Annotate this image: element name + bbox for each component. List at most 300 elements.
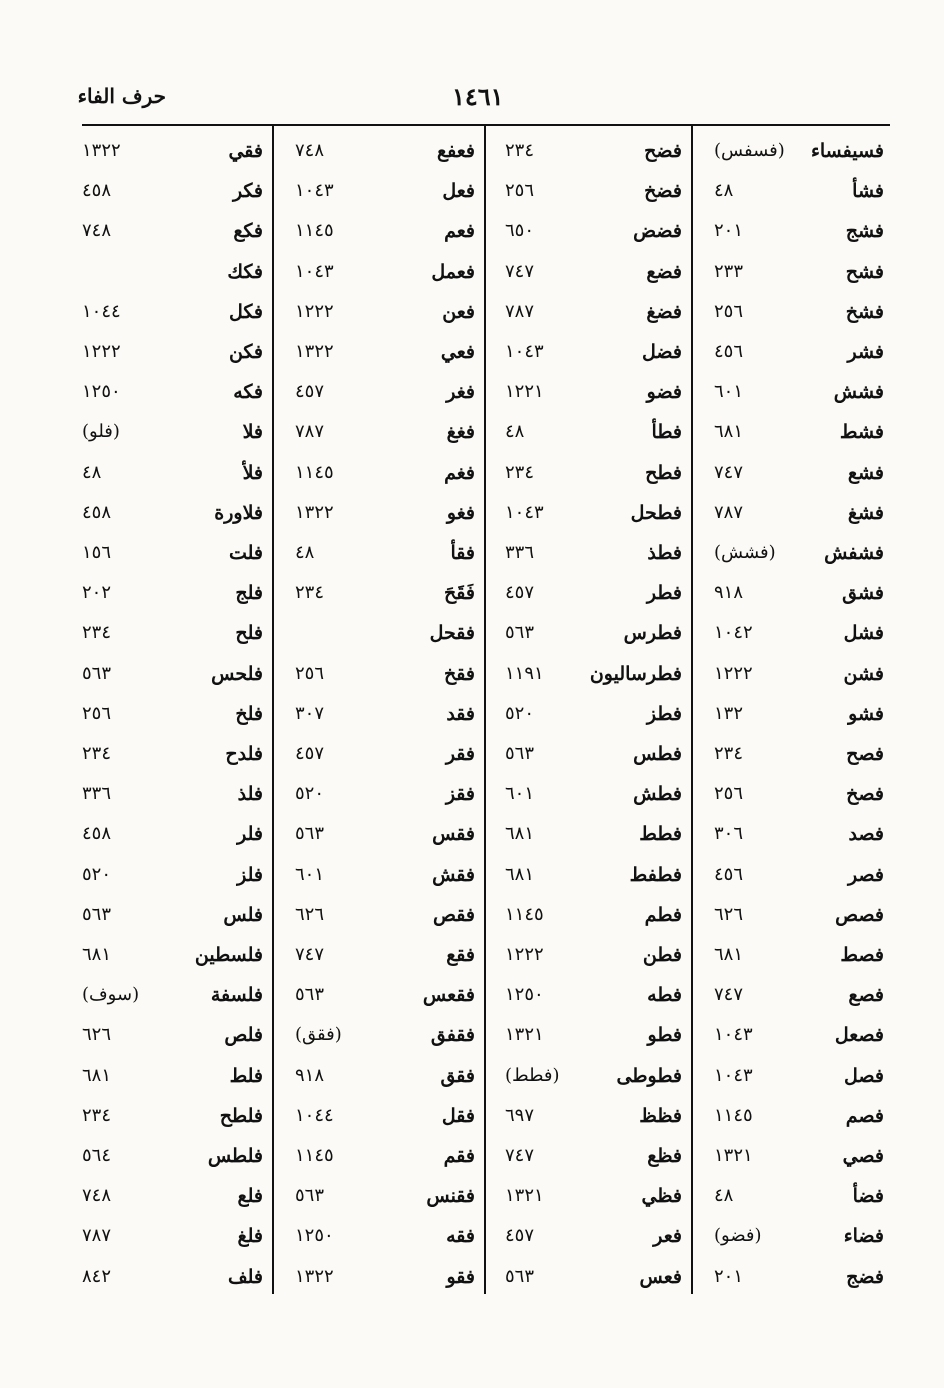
index-entry — [487, 1020, 688, 1060]
index-entry — [275, 337, 481, 377]
index-entry — [275, 819, 481, 859]
entry-word: فغر — [446, 381, 475, 404]
index-entry — [694, 578, 890, 618]
entry-word: فضغ — [646, 300, 682, 323]
entry-word: فطن — [642, 944, 682, 966]
entry-word: فقل — [441, 1104, 475, 1127]
entry-page-ref: ١٠٤٤ — [295, 1104, 334, 1126]
entry-page-ref: ٢٣٤ — [295, 582, 325, 604]
entry-page-ref: ٢٥٦ — [714, 300, 744, 322]
entry-page-ref: ٣٠٧ — [295, 702, 325, 724]
entry-page-ref: (فطط) — [505, 1064, 560, 1086]
entry-word: فصص — [835, 903, 884, 926]
index-entry — [487, 337, 688, 377]
entry-page-ref: ٣٣٦ — [82, 783, 112, 805]
index-entry — [694, 900, 890, 940]
index-entry — [487, 257, 688, 297]
index-entry — [694, 1141, 890, 1181]
entry-word: فطذ — [647, 542, 682, 564]
entry-word: فصم — [845, 1104, 884, 1127]
entry-word: فظظ — [639, 1104, 682, 1127]
entry-word: فطرس — [623, 622, 682, 645]
entry-word: فطفط — [629, 863, 682, 886]
entry-word: فغغ — [446, 421, 475, 444]
entry-word: فعم — [444, 220, 475, 243]
page-number: ١٤٦١ — [452, 82, 504, 111]
entry-word: فطش — [633, 783, 682, 806]
entry-word: فشغ — [847, 501, 884, 524]
entry-page-ref: ٦٨١ — [505, 863, 535, 885]
entry-page-ref: ١٣٢١ — [505, 1185, 544, 1207]
entry-word: فضو — [646, 381, 682, 404]
index-entry — [694, 699, 890, 739]
entry-word: فصر — [847, 863, 884, 886]
entry-word: فلسطين — [194, 944, 263, 966]
entry-word: فظي — [641, 1185, 682, 1208]
index-entry — [78, 458, 269, 498]
entry-page-ref: ٢٣٤ — [82, 743, 112, 764]
entry-page-ref: ٧٨٧ — [295, 421, 325, 443]
entry-page-ref: ٤٨ — [505, 421, 525, 443]
entry-page-ref: ١٣٢٢ — [295, 341, 334, 362]
entry-page-ref: ١٣٢٢ — [295, 1265, 334, 1287]
index-entry — [275, 1020, 481, 1060]
entry-page-ref: ٦٢٦ — [82, 1024, 112, 1046]
index-entry — [275, 618, 481, 658]
entry-page-ref: ٦٨١ — [714, 944, 744, 965]
entry-page-ref: ٥٢٠ — [82, 863, 112, 885]
index-entry — [487, 1101, 688, 1141]
entry-page-ref: ٢٠٢ — [82, 582, 112, 604]
entry-word: فضخ — [644, 180, 682, 203]
index-entry — [487, 578, 688, 618]
index-entry — [275, 1221, 481, 1261]
entry-word: فطح — [645, 461, 682, 484]
entry-word: فلسفة — [210, 984, 263, 1007]
index-entry — [694, 216, 890, 256]
index-column-1 — [694, 136, 890, 1296]
entry-word: فقي — [228, 140, 263, 162]
entry-page-ref: ١٢٢١ — [505, 381, 544, 403]
index-entry — [487, 699, 688, 739]
entry-page-ref: ١٣٢ — [714, 702, 744, 724]
entry-page-ref: ٤٥٧ — [505, 582, 535, 604]
index-entry — [275, 216, 481, 256]
entry-page-ref: ٥٢٠ — [295, 783, 325, 805]
entry-page-ref: ١٢٢٢ — [714, 662, 753, 684]
entry-word: فظع — [647, 1145, 682, 1167]
entry-word: فضل — [642, 341, 682, 363]
index-entry — [487, 1061, 688, 1101]
entry-page-ref: ٥٦٣ — [505, 622, 535, 644]
index-entry — [694, 618, 890, 658]
entry-word: فقه — [446, 1225, 475, 1248]
entry-word: فشش — [833, 381, 884, 404]
index-entry — [694, 779, 890, 819]
index-entry — [275, 860, 481, 900]
index-entry — [487, 417, 688, 457]
index-column-4 — [78, 136, 269, 1296]
entry-page-ref: ٧٤٧ — [505, 260, 535, 282]
entry-page-ref: ٤٨ — [714, 180, 734, 202]
entry-word: فصعل — [834, 1024, 884, 1047]
entry-page-ref: ١٠٤٣ — [295, 260, 334, 282]
index-entry — [487, 297, 688, 337]
entry-page-ref: ٧٤٨ — [82, 220, 112, 242]
index-entry — [78, 1101, 269, 1141]
entry-page-ref: (سوف) — [82, 984, 140, 1006]
entry-page-ref: ١٢٢٢ — [82, 341, 121, 362]
entry-word: فقأ — [450, 542, 475, 564]
index-entry — [78, 257, 269, 297]
entry-page-ref: ٥٦٣ — [82, 662, 112, 684]
entry-page-ref: ٥٦٣ — [295, 823, 325, 845]
entry-page-ref: ١٠٤٣ — [295, 180, 334, 202]
top-rule — [82, 124, 890, 126]
entry-word: فصل — [844, 1064, 884, 1087]
index-entry — [694, 498, 890, 538]
entry-page-ref: ٧٤٧ — [295, 944, 325, 965]
index-entry — [275, 779, 481, 819]
entry-word: فطس — [633, 743, 682, 765]
entry-page-ref: ٦٥٠ — [505, 220, 535, 242]
entry-page-ref: ٧٨٧ — [82, 1225, 112, 1247]
index-entry — [694, 136, 890, 176]
entry-word: فكل — [229, 300, 263, 323]
index-entry — [275, 136, 481, 176]
entry-word: فضح — [644, 140, 682, 162]
entry-word: فضج — [846, 1265, 884, 1288]
entry-word: فعفع — [437, 140, 475, 162]
entry-word: فَقَحَ — [444, 582, 475, 605]
index-entry — [694, 377, 890, 417]
entry-page-ref: ٢٥٦ — [82, 702, 112, 724]
entry-page-ref: ٧٤٨ — [295, 140, 325, 161]
entry-page-ref: ٤٥٧ — [505, 1225, 535, 1247]
entry-word: فشخ — [845, 300, 884, 323]
entry-page-ref: ٩١٨ — [714, 582, 744, 604]
index-entry — [275, 659, 481, 699]
entry-word: فلع — [237, 1185, 263, 1208]
entry-page-ref: ٨٤٢ — [82, 1265, 112, 1287]
entry-word: فلز — [237, 863, 263, 886]
entry-page-ref: (فلو) — [82, 421, 120, 443]
entry-page-ref: ١١٤٥ — [295, 461, 334, 483]
entry-page-ref: ١١٤٥ — [505, 903, 544, 925]
entry-word: فطو — [647, 1024, 682, 1047]
entry-word: فشج — [845, 220, 884, 243]
entry-page-ref: ٥٦٣ — [295, 1185, 325, 1207]
entry-page-ref: ٣٠٦ — [714, 823, 744, 845]
index-entry — [78, 377, 269, 417]
index-entry — [78, 136, 269, 176]
entry-word: فلدح — [225, 743, 263, 765]
entry-page-ref: ٦٠١ — [714, 381, 744, 403]
entry-word: فقس — [432, 823, 475, 846]
entry-word: فلأ — [242, 461, 263, 484]
entry-word: فعل — [442, 180, 475, 203]
entry-page-ref: ١٠٤٤ — [82, 300, 121, 322]
index-entry — [78, 1061, 269, 1101]
entry-page-ref: ٦٢٦ — [714, 903, 744, 925]
entry-word: فلاورة — [214, 501, 263, 524]
entry-page-ref: ٢٣٤ — [714, 743, 744, 764]
index-entry — [487, 659, 688, 699]
index-entry — [275, 417, 481, 457]
entry-word: فطم — [644, 903, 682, 926]
entry-word: فشط — [839, 421, 884, 444]
entry-page-ref: ٦٢٦ — [295, 903, 325, 925]
entry-page-ref: ٦٠١ — [505, 783, 535, 805]
entry-word: فلذ — [237, 783, 263, 806]
index-entry — [487, 739, 688, 779]
entry-page-ref: (فقق) — [295, 1024, 342, 1046]
entry-word: فطز — [646, 702, 682, 725]
index-entry — [694, 1061, 890, 1101]
column-divider — [272, 126, 274, 1294]
entry-word: فطرساليون — [589, 662, 682, 685]
entry-page-ref: ٦٩٧ — [505, 1104, 535, 1126]
index-entry — [487, 980, 688, 1020]
entry-page-ref: (فضو) — [714, 1225, 762, 1247]
index-entry — [694, 176, 890, 216]
entry-page-ref: ٩١٨ — [295, 1064, 325, 1086]
entry-word: فلحس — [211, 662, 263, 685]
entry-page-ref: ١٠٤٣ — [505, 501, 544, 523]
index-entry — [78, 1221, 269, 1261]
index-entry — [487, 498, 688, 538]
entry-page-ref: ٤٥٦ — [714, 341, 744, 362]
entry-page-ref: ١١٤٥ — [295, 1145, 334, 1166]
entry-page-ref: ١٣٢١ — [505, 1024, 544, 1046]
entry-word: فضاء — [843, 1225, 884, 1248]
entry-page-ref: ٥٦٤ — [82, 1145, 112, 1166]
entry-word: فكن — [228, 341, 263, 363]
index-entry — [78, 1181, 269, 1221]
entry-word: فكر — [232, 180, 263, 203]
entry-word: فضض — [633, 220, 682, 243]
entry-page-ref: ١٠٤٣ — [714, 1024, 753, 1046]
entry-page-ref: ١٣٢١ — [714, 1145, 753, 1166]
entry-page-ref: ٤٥٧ — [295, 743, 325, 764]
entry-page-ref: ١٥٦ — [82, 542, 112, 563]
index-entry — [275, 297, 481, 337]
index-entry — [78, 779, 269, 819]
index-entry — [78, 176, 269, 216]
entry-page-ref: ٧٤٧ — [505, 1145, 535, 1166]
index-entry — [275, 257, 481, 297]
index-entry — [487, 1221, 688, 1261]
index-entry — [275, 699, 481, 739]
entry-word: فعمل — [431, 260, 475, 283]
entry-page-ref: ٦٨١ — [82, 944, 112, 965]
entry-word: فضع — [646, 260, 682, 283]
index-entry — [275, 176, 481, 216]
entry-page-ref: ٤٨ — [82, 461, 102, 483]
index-entry — [487, 900, 688, 940]
entry-page-ref: ٢٣٤ — [505, 140, 535, 161]
entry-word: فشق — [842, 582, 884, 605]
entry-word: فقو — [446, 1265, 475, 1288]
index-entry — [694, 819, 890, 859]
index-entry — [78, 819, 269, 859]
index-entry — [694, 1101, 890, 1141]
index-entry — [487, 458, 688, 498]
entry-word: فطط — [639, 823, 682, 846]
index-entry — [694, 417, 890, 457]
entry-word: فقش — [432, 863, 475, 886]
entry-page-ref: ١١٤٥ — [714, 1104, 753, 1126]
index-entry — [78, 618, 269, 658]
entry-word: فصد — [848, 823, 884, 846]
entry-page-ref: ٤٨ — [295, 542, 315, 563]
entry-page-ref: (فشش) — [714, 542, 776, 563]
entry-word: فطوطى — [616, 1064, 682, 1087]
entry-word: فكك — [227, 260, 263, 283]
entry-page-ref: ١٢٢٢ — [295, 300, 334, 322]
entry-page-ref: ٦٠١ — [295, 863, 325, 885]
entry-word: فصح — [846, 743, 884, 765]
index-entry — [694, 659, 890, 699]
index-entry — [694, 1262, 890, 1302]
index-entry — [694, 1221, 890, 1261]
entry-page-ref: ١٢٥٠ — [82, 381, 121, 403]
entry-word: فلغ — [237, 1225, 263, 1248]
entry-page-ref: ٢٣٣ — [714, 260, 744, 282]
entry-word: فغم — [444, 461, 475, 484]
entry-page-ref: ١٢٥٠ — [295, 1225, 334, 1247]
entry-word: فكع — [233, 220, 263, 243]
index-entry — [487, 779, 688, 819]
index-entry — [275, 1181, 481, 1221]
index-entry — [487, 1181, 688, 1221]
entry-word: فلخ — [235, 702, 263, 725]
entry-page-ref: ٢٠١ — [714, 220, 744, 242]
index-entry — [78, 538, 269, 578]
index-entry — [487, 1262, 688, 1302]
entry-word: فصط — [840, 944, 884, 966]
entry-word: فطر — [646, 582, 682, 605]
index-entry — [487, 136, 688, 176]
entry-word: فطحل — [630, 501, 682, 524]
entry-word: فغو — [446, 501, 475, 524]
entry-page-ref: ٢٣٤ — [82, 622, 112, 644]
entry-page-ref: ١٠٤٣ — [714, 1064, 753, 1086]
index-entry — [694, 257, 890, 297]
entry-page-ref: ٧٨٧ — [714, 501, 744, 523]
index-entry — [694, 980, 890, 1020]
index-entry — [694, 739, 890, 779]
index-entry — [694, 1181, 890, 1221]
column-divider — [691, 126, 693, 1294]
index-entry — [275, 1061, 481, 1101]
entry-page-ref: ٤٨ — [714, 1185, 734, 1207]
column-divider — [484, 126, 486, 1294]
entry-page-ref: ٤٥٦ — [714, 863, 744, 885]
entry-page-ref: ٧٤٨ — [82, 1185, 112, 1207]
entry-word: فشح — [845, 260, 884, 283]
entry-page-ref: ٧٨٧ — [505, 300, 535, 322]
entry-word: فلر — [237, 823, 263, 846]
index-entry — [78, 498, 269, 538]
entry-word: فقد — [446, 702, 475, 725]
entry-word: فلح — [235, 622, 263, 645]
entry-page-ref: ٥٦٣ — [295, 984, 325, 1006]
index-entry — [275, 498, 481, 538]
index-entry — [487, 216, 688, 256]
index-entry — [694, 860, 890, 900]
index-entry — [78, 980, 269, 1020]
index-entry — [275, 377, 481, 417]
entry-page-ref: ٢٥٦ — [714, 783, 744, 805]
index-entry — [275, 980, 481, 1020]
entry-page-ref: ١٠٤٢ — [714, 622, 753, 644]
entry-word: فقم — [443, 1145, 475, 1167]
entry-page-ref: ١٣٢٢ — [82, 140, 121, 161]
entry-page-ref: ٢٣٤ — [505, 461, 535, 483]
entry-page-ref: ١١٩١ — [505, 662, 544, 684]
index-entry — [78, 1141, 269, 1181]
entry-word: فقع — [446, 944, 475, 966]
index-entry — [275, 1141, 481, 1181]
index-entry — [275, 900, 481, 940]
entry-word: فشو — [848, 702, 884, 725]
entry-page-ref: ٥٦٣ — [505, 1265, 535, 1287]
index-column-3 — [275, 136, 481, 1296]
entry-word: فقق — [440, 1064, 475, 1087]
index-entry — [487, 819, 688, 859]
entry-word: فقفق — [430, 1024, 475, 1047]
entry-page-ref: ٥٦٣ — [505, 743, 535, 764]
entry-word: فقر — [445, 743, 475, 765]
entry-page-ref: ٦٨١ — [714, 421, 744, 443]
entry-page-ref: ٣٣٦ — [505, 542, 535, 563]
entry-word: فقص — [433, 903, 475, 926]
entry-word: فلف — [227, 1265, 263, 1288]
entry-word: فعس — [639, 1265, 682, 1288]
entry-word: فشفش — [824, 542, 884, 564]
entry-page-ref: ١٢٢٢ — [505, 944, 544, 965]
entry-word: فعر — [653, 1225, 682, 1248]
entry-word: فشع — [847, 461, 884, 484]
entry-page-ref: ١٢٥٠ — [505, 984, 544, 1006]
entry-word: فلج — [235, 582, 263, 605]
entry-page-ref: ٢٠١ — [714, 1265, 744, 1287]
index-entry — [78, 699, 269, 739]
index-entry — [275, 458, 481, 498]
entry-word: فلس — [223, 903, 263, 926]
entry-page-ref: ٤٥٨ — [82, 501, 112, 523]
entry-page-ref: ٧٤٧ — [714, 461, 744, 483]
entry-page-ref: ٥٢٠ — [505, 702, 535, 724]
entry-page-ref: ٤٥٧ — [295, 381, 325, 403]
entry-page-ref: ٤٥٨ — [82, 823, 112, 845]
index-entry — [275, 538, 481, 578]
index-entry — [694, 297, 890, 337]
entry-word: فكه — [233, 381, 263, 404]
index-entry — [487, 940, 688, 980]
entry-page-ref: ٢٥٦ — [505, 180, 535, 202]
index-entry — [78, 297, 269, 337]
entry-word: فقنس — [426, 1185, 475, 1208]
entry-page-ref: ٦٨١ — [82, 1064, 112, 1086]
entry-page-ref: (فسفس) — [714, 140, 785, 161]
entry-word: فعي — [440, 341, 475, 363]
entry-word: فلطح — [219, 1104, 263, 1127]
index-entry — [275, 1101, 481, 1141]
index-entry — [487, 176, 688, 216]
entry-word: فقز — [445, 783, 475, 806]
